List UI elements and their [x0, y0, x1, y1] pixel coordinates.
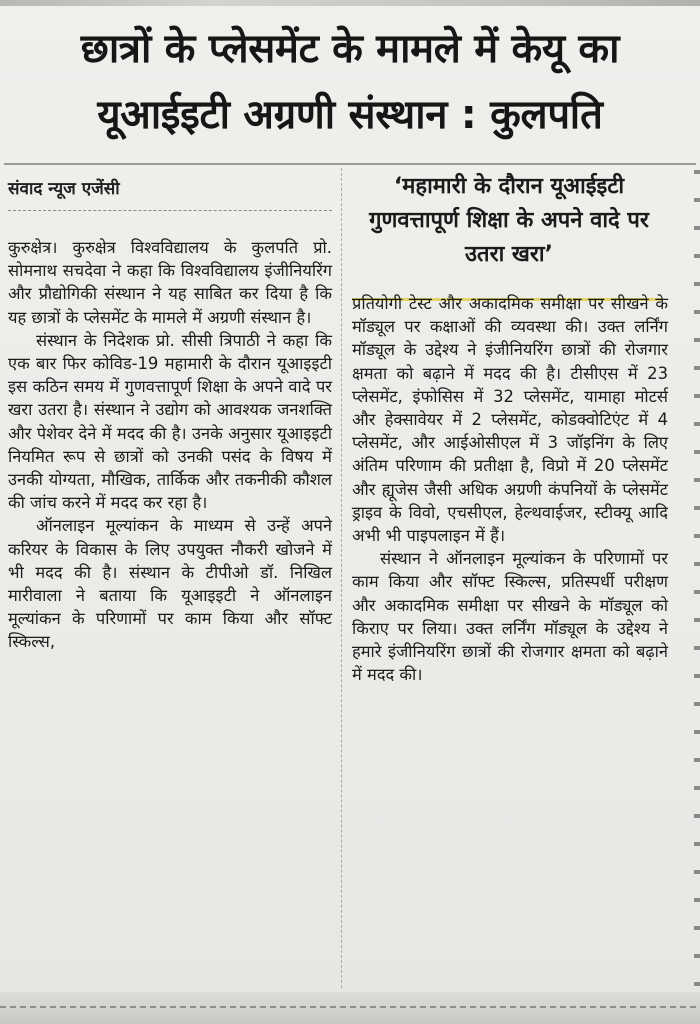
- headline: [0, 16, 700, 148]
- left-paragraph-1: कुरुक्षेत्र। कुरुक्षेत्र विश्वविद्यालय के कुलपति प्रो. सोमनाथ सचदेवा ने कहा कि विश्वविद्यालय इंजीनियरिंग और प्रौद्योगिकी संस्थान ने यह साबित कर दिया है कि यह छात्रों के प्लेसमेंट के मामले में अग्रणी संस्थान है।: [8, 238, 332, 327]
- byline-rule: [8, 210, 332, 211]
- bottom-paper-edge: [0, 992, 700, 1024]
- headline-line-1: छात्रों के प्लेसमेंट के मामले में केयू का: [80, 26, 620, 72]
- byline: संवाद न्यूज एजेंसी: [8, 179, 120, 199]
- adjacent-article-edge: [694, 170, 700, 990]
- left-paragraph-3: ऑनलाइन मूल्यांकन के माध्यम से उन्हें अपने करियर के विकास के लिए उपयुक्त नौकरी खोजने में भी मदद की है। संस्थान के टीपीओ डॉ. निखिल मारीवाला ने बताया कि यूआइइटी ने ऑनलाइन मूल्यांकन के परिणामों पर काम किया और सॉफ्ट स्किल्स,: [8, 516, 332, 652]
- right-column: [352, 292, 668, 686]
- headline-line-2: यूआईइटी अग्रणी संस्थान : कुलपति: [97, 92, 603, 138]
- column-divider: [341, 168, 343, 988]
- left-column: [8, 236, 332, 654]
- right-paragraph-1: प्रतियोगी टेस्ट और अकादमिक समीक्षा पर सीखने के मॉड्यूल पर कक्षाओं की व्यवस्था की। उक्त लर्निंग मॉड्यूल के उद्देश्य ने इंजीनियरिंग छात्रों की रोजगार क्षमता को बढ़ाने में मदद की है। टीसीएस में 23 प्लेसमेंट, इंफोसिस में 32 प्लेसमेंट, यामाहा मोटर्स और हेक्सावेयर में 2 प्लेसमेंट, कोडक्वोटिएंट में 4 प्लेसमेंट, और आईओसीएल में 3 जॉइनिंग के लिए अंतिम परिणाम की प्रतीक्षा है, विप्रो में 20 प्लेसमेंट और ह्यूजेस जैसी अधिक अग्रणी कंपनियों के प्लेसमेंट ड्राइव के विवो, एचसीएल, हेल्थवाईजर, स्टीक्यू आदि अभी भी पाइपलाइन में हैं।: [352, 294, 668, 546]
- top-paper-edge: [0, 0, 700, 6]
- right-paragraph-2: संस्थान ने ऑनलाइन मूल्यांकन के परिणामों पर काम किया और सॉफ्ट स्किल्स, प्रतिस्पर्धी परीक्षण और अकादमिक समीक्षा पर सीखने के मॉड्यूल को किराए पर लिया। उक्त लर्निंग मॉड्यूल के उद्देश्य ने हमारे इंजीनियरिंग छात्रों की रोजगार क्षमता को बढ़ाने में मदद की।: [352, 549, 668, 685]
- left-paragraph-2: संस्थान के निदेशक प्रो. सीसी त्रिपाठी ने कहा कि एक बार फिर कोविड-19 महामारी के दौरान यूआइइटी इस कठिन समय में गुणवत्तापूर्ण शिक्षा के अपने वादे पर खरा उतरा है। संस्थान ने उद्योग को आवश्यक जनशक्ति और पेशेवर देने में मदद की है। उनके अनुसार यूआइइटी नियमित रूप से छात्रों को उनकी पसंद के विषय में उनकी योग्यता, मौखिक, तार्किक और तकनीकी कौशल की जांच करने में मदद कर रहा है।: [8, 330, 332, 513]
- pull-quote-subheading: ‘महामारी के दौरान यूआईइटी गुणवत्तापूर्ण शिक्षा के अपने वादे पर उतरा खरा’: [369, 174, 649, 267]
- headline-divider: [4, 163, 696, 165]
